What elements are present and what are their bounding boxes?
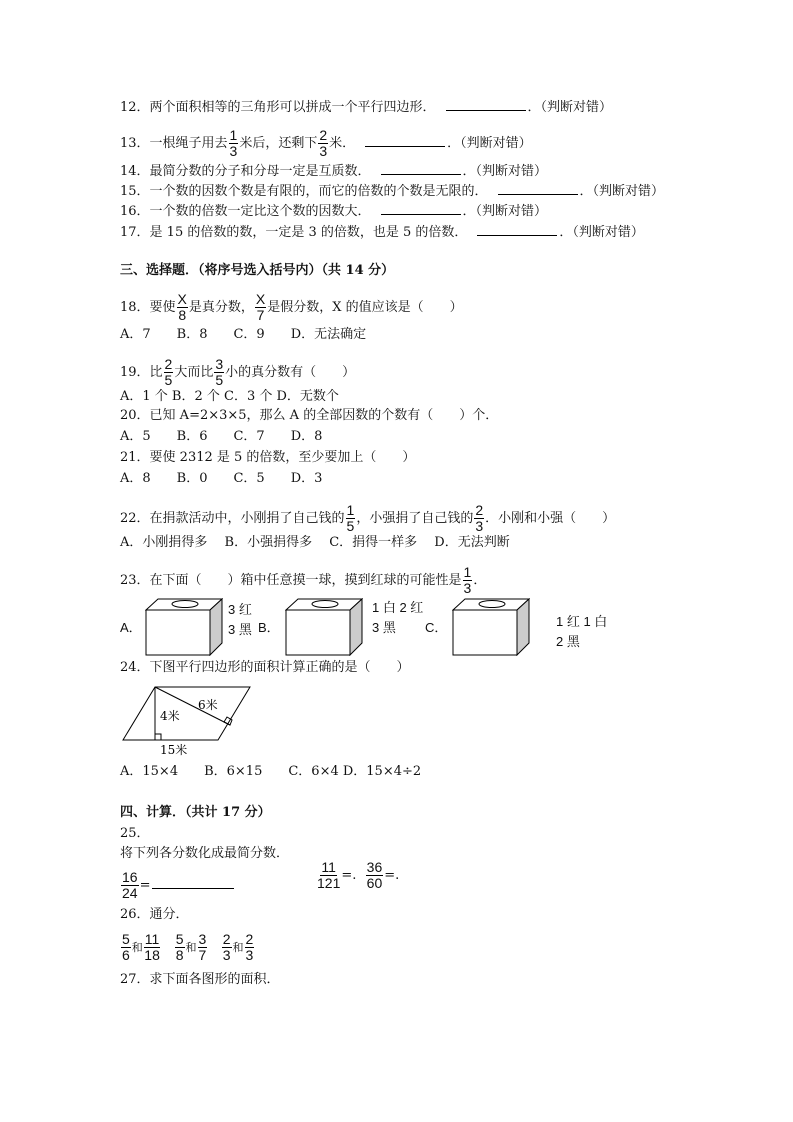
answer-blank[interactable]: [498, 182, 578, 195]
box-a-contents: 3 红 3 黑: [228, 602, 252, 637]
box-c-contents: 1 红 1 白 2 黑: [556, 614, 608, 649]
options-20: A．5 B．6 C．7 D．8: [120, 429, 323, 444]
question-text: 13．一根绳子用去: [120, 136, 228, 151]
question-text: 16．一个数的倍数一定比这个数的因数大．: [120, 204, 371, 219]
hint: ．（判断对错）: [462, 204, 548, 219]
answer-blank[interactable]: [446, 98, 526, 111]
options-18: A．7 B．8 C．9 D．无法确定: [120, 327, 367, 342]
fraction: $\frac{X}{8}$: [177, 291, 187, 323]
question-26: 26．通分．: [120, 907, 189, 922]
box-c-icon: [452, 598, 530, 656]
question-25: 25．: [120, 826, 150, 841]
hint: ．（判断对错）: [447, 136, 532, 151]
question-text: 14．最简分数的分子和分母一定是互质数．: [120, 164, 371, 179]
question-21: 21．要使 2312 是 5 的倍数，至少要加上（ ）: [120, 450, 416, 465]
question-24: 24．下图平行四边形的面积计算正确的是（ ）: [120, 660, 410, 675]
question-text: 15．一个数的因数个数是有限的，而它的倍数的个数是无限的．: [120, 184, 488, 199]
height-label: 4米: [160, 709, 180, 723]
hint: ．（判断对错）: [579, 184, 665, 199]
question-text: 12．两个面积相等的三角形可以拼成一个平行四边形．: [120, 100, 436, 115]
box-a-icon: [145, 598, 223, 656]
answer-blank[interactable]: [365, 134, 445, 147]
hint: ．（判断对错）: [559, 225, 644, 240]
option-a-label: A．: [120, 620, 142, 635]
answer-blank[interactable]: [477, 223, 557, 236]
fraction: $\frac{X}{7}$: [255, 291, 266, 323]
section-title-calc: 四、计算．（共计 17 分）: [120, 805, 271, 820]
question-26-fractions: $\frac{5}{6}$ 和 $\frac{11}{18}$ $\frac{5}{8}$ 和 $\frac{3}{7}$ $\frac{2}{3}$ 和 $\frac{2}{3}$: [122, 931, 254, 963]
question-14: [120, 162, 547, 180]
fraction: $\frac{2}{5}$: [164, 356, 173, 388]
options-24: A．15×4 B．6×15 C．6×4 D．15×4÷2: [120, 764, 422, 779]
question-15: [120, 182, 664, 200]
parallelogram-figure: [120, 685, 260, 760]
question-text: 米．: [329, 136, 356, 151]
answer-blank[interactable]: [381, 202, 461, 215]
fraction: $\frac{2}{3}$: [475, 502, 484, 534]
option-c-label: C．: [425, 620, 448, 635]
question-text: 米后，还剩下: [239, 136, 318, 151]
answer-blank[interactable]: [152, 876, 234, 889]
section-title-choice: 三、选择题．（将序号选入括号内）（共 14 分）: [120, 263, 395, 278]
question-22: 22．在捐款活动中，小刚捐了自己钱的 $\frac{1}{5}$ ，小强捐了自己钱的 $\frac{2}{3}$ ．小刚和小强（ ）: [120, 502, 616, 534]
option-b-label: B．: [258, 620, 280, 635]
question-16: [120, 202, 547, 220]
question-25-text: 将下列各分数化成最简分数．: [120, 846, 290, 861]
base-label: 15米: [160, 743, 188, 757]
fraction: $\frac{1}{3}$: [463, 564, 472, 596]
options-19: A．1 个 B．2 个 C．3 个 D．无数个: [120, 389, 339, 404]
question-20: 20．已知 A=2×3×5，那么 A 的全部因数的个数有（ ）个．: [120, 408, 499, 423]
hint: ．（判断对错）: [527, 100, 613, 115]
question-27: 27．求下面各图形的面积．: [120, 972, 280, 987]
fraction: $\frac{1}{5}$: [346, 502, 355, 534]
hint: ．（判断对错）: [462, 164, 548, 179]
question-23: 23．在下面（ ）箱中任意摸一球，摸到红球的可能性是 $\frac{1}{3}$ ．: [120, 564, 487, 596]
options-22: A．小刚捐得多 B．小强捐得多 C．捐得一样多 D．无法判断: [120, 535, 510, 550]
box-b-icon: [285, 598, 363, 656]
question-17: [120, 223, 644, 241]
answer-blank[interactable]: [381, 162, 461, 175]
question-12: [120, 98, 612, 116]
options-21: A．8 B．0 C．5 D．3: [120, 471, 323, 486]
question-19: 19．比 $\frac{2}{5}$ 大而比 $\frac{3}{5}$ 小的真分数有（ ）: [120, 356, 356, 388]
fraction: $\frac{2}{3}$: [319, 127, 328, 159]
question-13: [120, 128, 532, 159]
box-b-contents: 1 白 2 红 3 黑: [372, 600, 424, 635]
question-text: 17．是 15 的倍数的数，一定是 3 的倍数，也是 5 的倍数．: [120, 225, 468, 240]
question-18: 18．要使 $\frac{X}{8}$ 是真分数， $\frac{X}{7}$ 是假分数，X 的值应该是（ ）: [120, 291, 463, 323]
fraction: $\frac{1}{3}$: [229, 127, 238, 159]
side-label: 6米: [198, 698, 218, 712]
fraction-11-121: $\frac{11}{121}$ =. $\frac{36}{60}$ =.: [317, 859, 400, 891]
fraction-16-24: $\frac{16}{24}$ =: [120, 870, 236, 901]
fraction: $\frac{3}{5}$: [215, 356, 224, 388]
